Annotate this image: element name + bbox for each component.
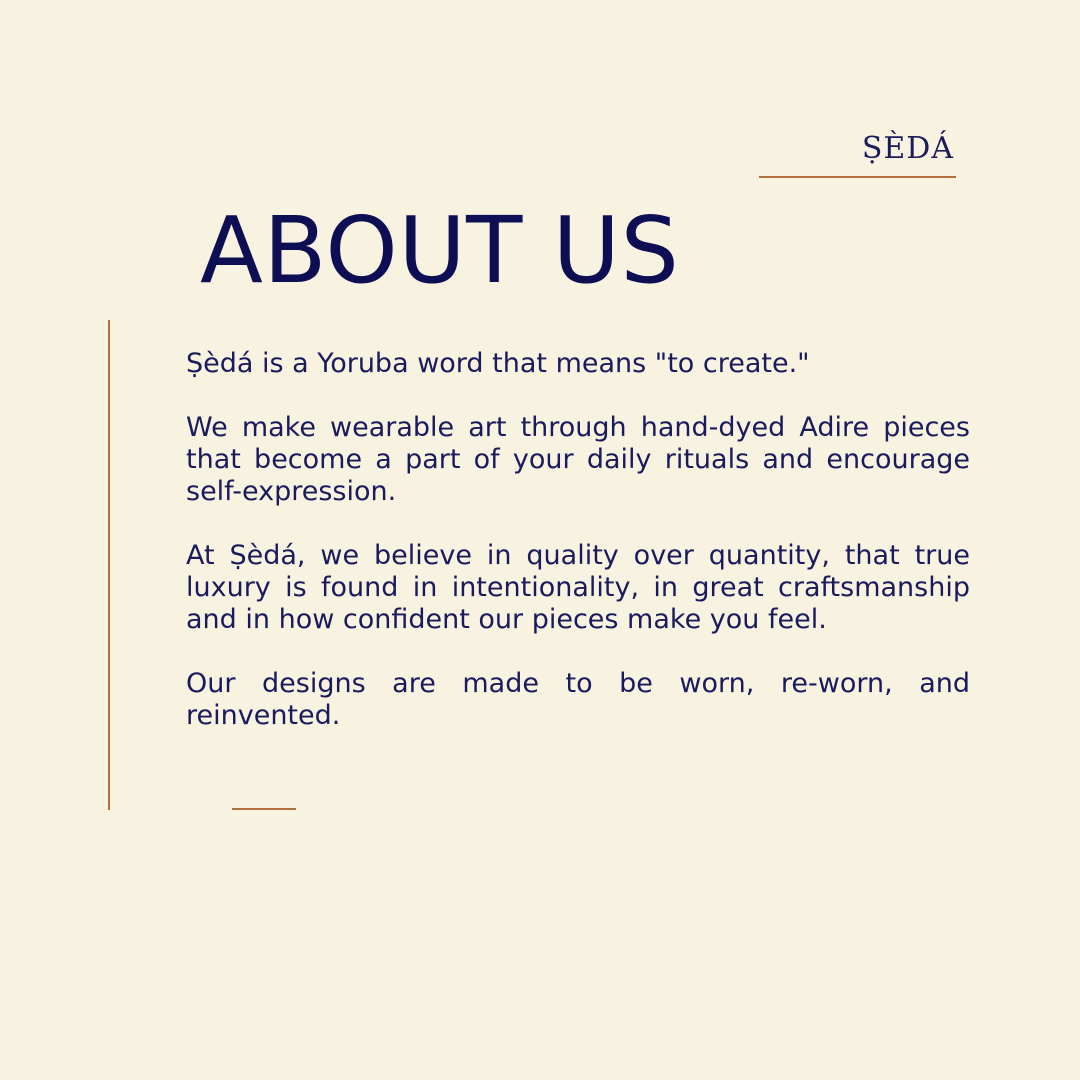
page-title: ABOUT US <box>200 197 680 304</box>
vertical-accent-rule <box>108 320 110 810</box>
paragraph-meaning: Ṣèdá is a Yoruba word that means "to create." <box>186 348 810 379</box>
brand-underline-rule <box>759 176 956 178</box>
paragraph-quality: At Ṣèdá, we believe in quality over quantity, that true luxury is found in intentionality, in great craftsmanship and in how confident our pieces make you feel. <box>186 540 970 635</box>
bottom-accent-rule <box>232 808 296 810</box>
paragraph-wearable-art: We make wearable art through hand-dyed Adire pieces that become a part of your daily rituals and encourage self-expression. <box>186 412 970 507</box>
brand-logo-text: ṢÈDÁ <box>861 131 954 166</box>
paragraph-designs: Our designs are made to be worn, re-worn, and reinvented. <box>186 668 970 731</box>
about-body <box>186 348 970 764</box>
